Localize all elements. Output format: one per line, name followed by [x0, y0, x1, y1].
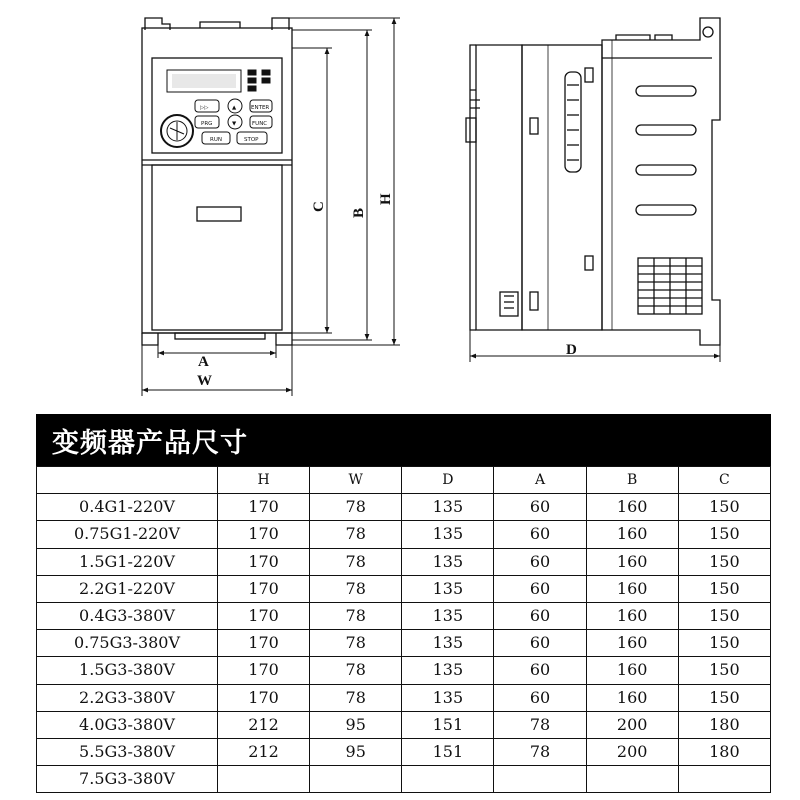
cell-a: 60 [494, 602, 586, 629]
cell-d: 135 [402, 684, 494, 711]
key-down-icon: ▼ [232, 121, 237, 127]
cell-d: 135 [402, 494, 494, 521]
table-row [37, 521, 771, 548]
cell-h: 170 [218, 684, 310, 711]
key-run: RUN [210, 137, 222, 143]
cell-model: 0.4G1-220V [37, 494, 218, 521]
side-view [466, 18, 720, 345]
label-h: H [378, 193, 394, 205]
cell-c [678, 766, 770, 793]
table-row [37, 711, 771, 738]
cell-b: 160 [586, 521, 678, 548]
cell-model: 0.75G3-380V [37, 630, 218, 657]
cell-c: 150 [678, 657, 770, 684]
cell-a: 60 [494, 521, 586, 548]
label-b: B [351, 207, 367, 218]
cell-c: 150 [678, 630, 770, 657]
cell-h: 170 [218, 494, 310, 521]
cell-model: 2.2G3-380V [37, 684, 218, 711]
cell-d [402, 766, 494, 793]
table-row [37, 602, 771, 629]
key-stop: STOP [244, 137, 259, 143]
cell-model: 4.0G3-380V [37, 711, 218, 738]
cell-w: 78 [310, 575, 402, 602]
cell-c: 150 [678, 575, 770, 602]
label-w: W [197, 373, 212, 389]
cell-h: 170 [218, 630, 310, 657]
cell-h: 212 [218, 711, 310, 738]
cell-h: 170 [218, 657, 310, 684]
cell-a: 60 [494, 657, 586, 684]
cell-b: 200 [586, 711, 678, 738]
cell-h: 212 [218, 738, 310, 765]
cell-model: 1.5G1-220V [37, 548, 218, 575]
cell-a: 60 [494, 684, 586, 711]
cell-a: 60 [494, 575, 586, 602]
table-row [37, 766, 771, 793]
dimension-table [36, 414, 771, 793]
key-up-icon: ▲ [232, 105, 237, 111]
cell-h: 170 [218, 548, 310, 575]
table-row [37, 575, 771, 602]
cell-a: 78 [494, 738, 586, 765]
header-c: C [678, 467, 770, 494]
cell-h: 170 [218, 575, 310, 602]
table-row [37, 684, 771, 711]
cell-c: 150 [678, 602, 770, 629]
cell-model: 1.5G3-380V [37, 657, 218, 684]
cell-c: 180 [678, 738, 770, 765]
cell-d: 135 [402, 657, 494, 684]
cell-b: 160 [586, 494, 678, 521]
cell-b: 160 [586, 602, 678, 629]
cell-w: 78 [310, 548, 402, 575]
cell-h: 170 [218, 521, 310, 548]
cell-a: 78 [494, 711, 586, 738]
table-row [37, 630, 771, 657]
table-row [37, 657, 771, 684]
cell-b: 160 [586, 657, 678, 684]
cell-c: 150 [678, 521, 770, 548]
header-model [37, 467, 218, 494]
cell-b: 200 [586, 738, 678, 765]
cell-w: 78 [310, 684, 402, 711]
cell-d: 135 [402, 630, 494, 657]
front-view [142, 18, 292, 345]
cell-b: 160 [586, 684, 678, 711]
cell-w: 78 [310, 521, 402, 548]
key-enter: ENTER [251, 105, 270, 111]
cell-model: 2.2G1-220V [37, 575, 218, 602]
cell-b: 160 [586, 575, 678, 602]
cell-a [494, 766, 586, 793]
cell-b: 160 [586, 630, 678, 657]
key-prg: PRG [201, 121, 213, 127]
label-d: D [566, 342, 577, 358]
cell-a: 60 [494, 630, 586, 657]
cell-a: 60 [494, 494, 586, 521]
cell-c: 180 [678, 711, 770, 738]
cell-d: 151 [402, 738, 494, 765]
cell-w: 95 [310, 738, 402, 765]
cell-d: 135 [402, 521, 494, 548]
cell-model: 0.4G3-380V [37, 602, 218, 629]
cell-b: 160 [586, 548, 678, 575]
cell-w: 78 [310, 602, 402, 629]
cell-c: 150 [678, 684, 770, 711]
cell-d: 151 [402, 711, 494, 738]
size-table [36, 466, 771, 793]
cell-model: 0.75G1-220V [37, 521, 218, 548]
header-b: B [586, 467, 678, 494]
key-func: FUNC [252, 121, 268, 127]
cell-c: 150 [678, 494, 770, 521]
table-row [37, 494, 771, 521]
header-d: D [402, 467, 494, 494]
cell-a: 60 [494, 548, 586, 575]
cell-model: 5.5G3-380V [37, 738, 218, 765]
cell-w: 78 [310, 494, 402, 521]
table-body [37, 494, 771, 793]
header-a: A [494, 467, 586, 494]
table-title: 变频器产品尺寸 [36, 414, 771, 466]
header-w: W [310, 467, 402, 494]
cell-h [218, 766, 310, 793]
side-dimensions [470, 330, 720, 362]
key-shift-icon: ▷▷ [200, 105, 209, 111]
cell-b [586, 766, 678, 793]
cell-c: 150 [678, 548, 770, 575]
cell-h: 170 [218, 602, 310, 629]
cell-d: 135 [402, 575, 494, 602]
cell-d: 135 [402, 548, 494, 575]
table-row [37, 738, 771, 765]
cell-w [310, 766, 402, 793]
table-row [37, 548, 771, 575]
table-header-row [37, 467, 771, 494]
label-a: A [198, 354, 209, 370]
cell-model: 7.5G3-380V [37, 766, 218, 793]
cell-w: 78 [310, 630, 402, 657]
header-h: H [218, 467, 310, 494]
cell-w: 95 [310, 711, 402, 738]
label-c: C [311, 201, 327, 212]
cell-w: 78 [310, 657, 402, 684]
cell-d: 135 [402, 602, 494, 629]
